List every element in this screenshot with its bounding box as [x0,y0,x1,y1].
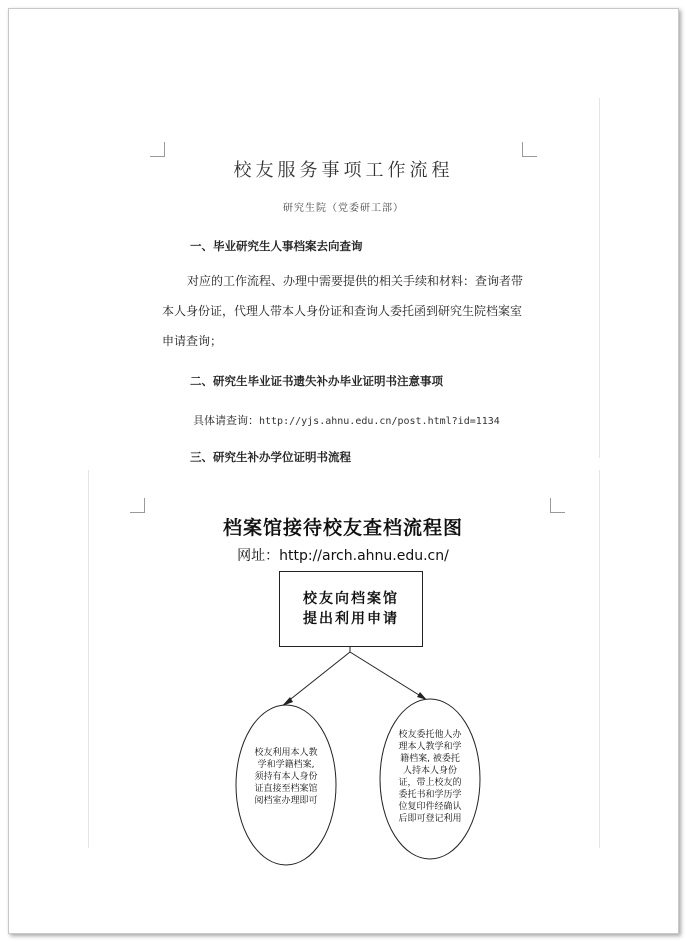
start-box-line-1: 校友向档案馆 [303,591,399,607]
section-heading-1: 一、毕业研究生人事档案去向查询 [190,239,363,253]
section1-line-1: 对应的工作流程、办理中需要提供的相关手续和材料：查询者带 [187,274,524,288]
start-box-line-2: 提出利用申请 [303,611,399,627]
document-subtitle: 研究生院（党委研工部） [283,203,404,214]
flowchart-start-box [279,571,423,647]
section2-label: 具体请查询： [193,414,259,427]
left-ellipse-line: 证直接至档案馆 [254,784,318,794]
document-title: 校友服务事项工作流程 [233,160,454,181]
right-ellipse-line: 证，带上校友的 [398,778,462,788]
right-ellipse-line: 校友委托他人办 [398,730,462,740]
section-heading-2: 二、研究生毕业证书遗失补办毕业证明书注意事项 [190,374,443,388]
right-ellipse-line: 籍档案, 被委托 [400,754,460,764]
left-ellipse-text [240,747,332,807]
connector-right [350,652,427,700]
section1-line-3: 申请查询； [162,334,223,348]
section1-line-2: 本人身份证，代理人带本人身份证和查询人委托函到研究生院档案室 [162,304,523,318]
left-ellipse-line: 校友利用本人教 [254,748,318,758]
right-ellipse-line: 理本人教学和学 [398,742,462,752]
right-ellipse-line: 委托书和学历学 [398,790,462,800]
left-ellipse-line: 阅档室办理即可 [254,796,318,806]
right-ellipse-line: 位复印件经确认 [398,802,462,812]
right-ellipse-line: 人持本人身份 [402,766,457,776]
right-ellipse-line: 后即可登记利用 [398,814,462,824]
left-ellipse-line: 须持有本人身份 [254,772,318,782]
right-ellipse-text [384,729,476,825]
flowchart-url: 网址：http://arch.ahnu.edu.cn/ [237,548,449,564]
connector-left [282,652,350,706]
section2-url-link[interactable]: http://yjs.ahnu.edu.cn/post.html?id=1134 [259,416,500,427]
flowchart-title: 档案馆接待校友查档流程图 [222,517,463,539]
left-ellipse-line: 学和学籍档案, [257,760,315,770]
section-heading-3: 三、研究生补办学位证明书流程 [190,450,351,464]
